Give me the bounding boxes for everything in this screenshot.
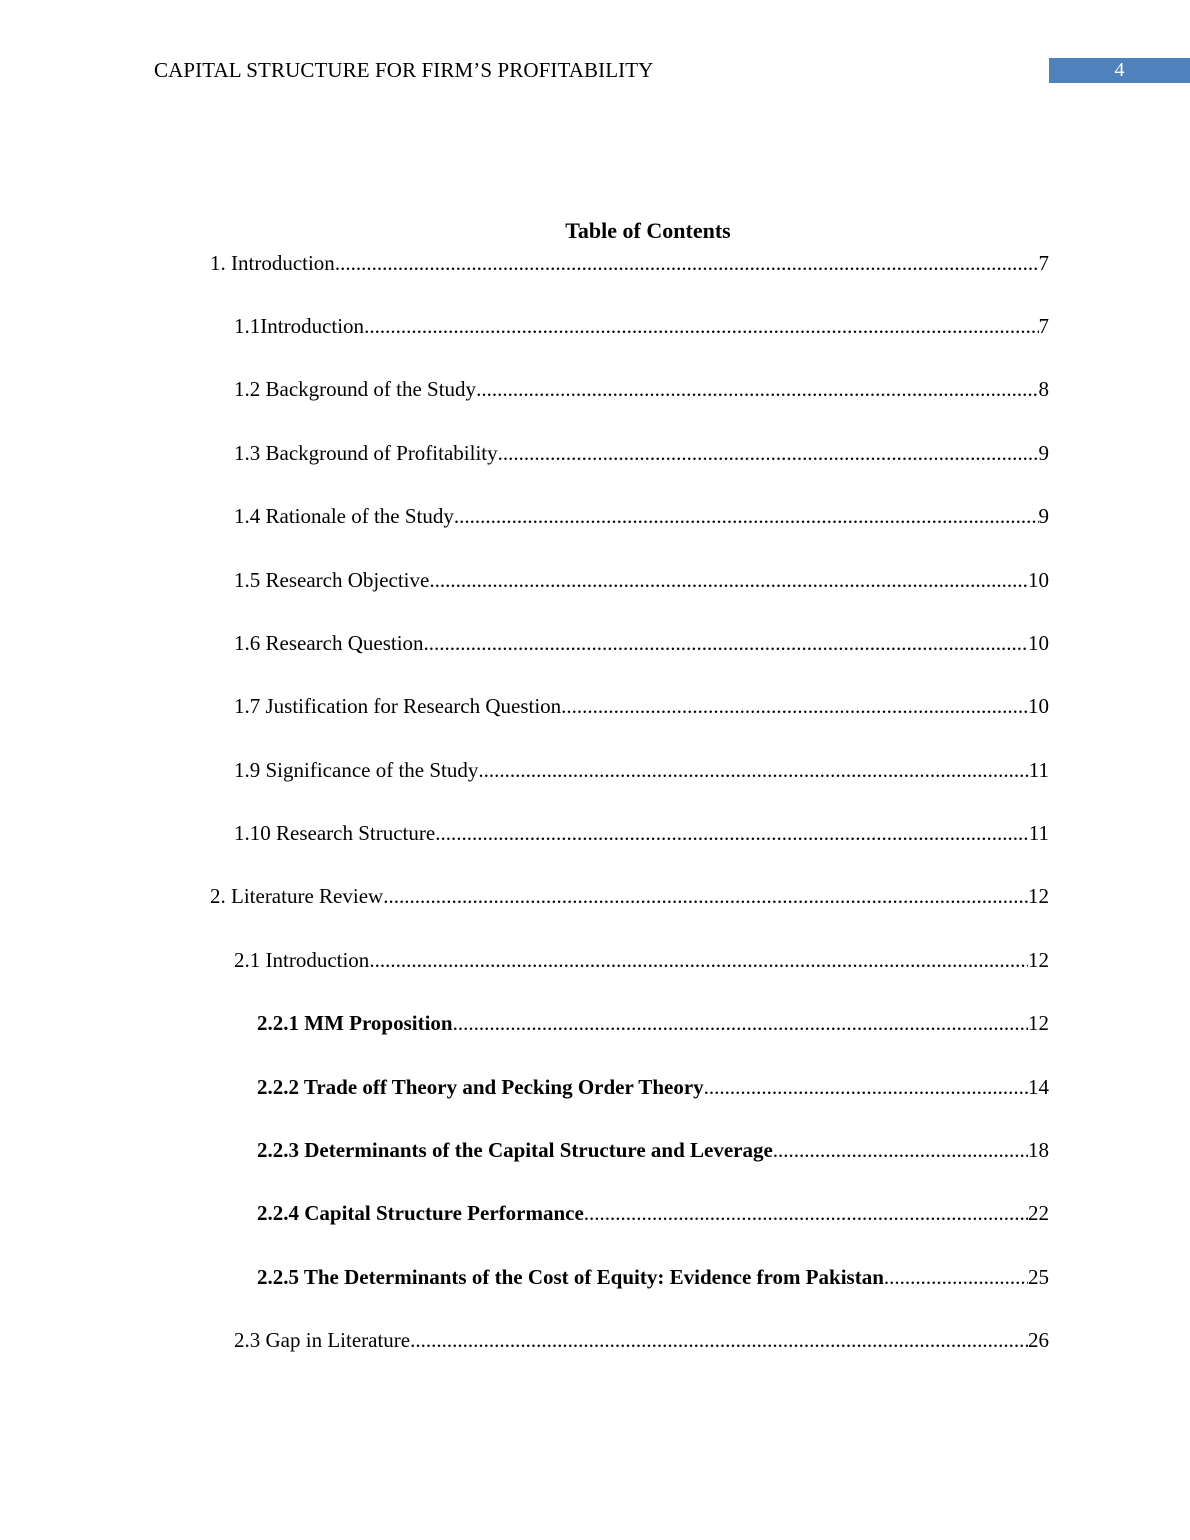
toc-entry-label: 1.5 Research Objective xyxy=(234,568,430,592)
toc-entry-label: 1.2 Background of the Study xyxy=(234,377,477,401)
toc-entry-page: 12 xyxy=(1028,1011,1049,1035)
toc-entry-label: 1.4 Rationale of the Study xyxy=(234,504,454,528)
toc-entry-label: 1.7 Justification for Research Question xyxy=(234,694,562,718)
toc-entry-significance[interactable] xyxy=(234,755,1049,785)
toc-leader-dots xyxy=(410,1325,1028,1355)
toc-entry-page: 26 xyxy=(1028,1328,1049,1352)
toc-entry-page: 22 xyxy=(1028,1201,1049,1225)
toc-entry-page: 12 xyxy=(1028,884,1049,908)
toc-entry-trade-off-theory[interactable] xyxy=(257,1072,1049,1102)
toc-heading: Table of Contents xyxy=(565,218,731,243)
toc-entry-label: 2.2.1 MM Proposition xyxy=(257,1011,453,1035)
toc-entry-page: 11 xyxy=(1028,758,1049,782)
toc-entry-label: 2.2.5 The Determinants of the Cost of Equity: Evidence from Pakistan xyxy=(257,1265,884,1289)
toc-leader-dots xyxy=(478,755,1028,785)
toc-entry-label: 1. Introduction xyxy=(210,251,335,275)
toc-entry-label: 2.2.4 Capital Structure Performance xyxy=(257,1201,584,1225)
toc-leader-dots xyxy=(584,1198,1028,1228)
toc-entry-page: 7 xyxy=(1038,314,1049,338)
running-header-title: CAPITAL STRUCTURE FOR FIRM’S PROFITABILITY xyxy=(154,58,654,82)
toc-entry-research-structure[interactable] xyxy=(234,818,1049,848)
toc-leader-dots xyxy=(561,691,1028,721)
toc-entry-background-profitability[interactable] xyxy=(234,438,1049,468)
toc-leader-dots xyxy=(429,565,1028,595)
toc-entry-determinants-capital-structure[interactable] xyxy=(257,1135,1049,1165)
page-number-badge: 4 xyxy=(1049,58,1190,83)
toc-entry-research-question[interactable] xyxy=(234,628,1049,658)
toc-entry-page: 9 xyxy=(1038,504,1049,528)
toc-entry-label: 1.3 Background of Profitability xyxy=(234,441,498,465)
toc-entry-page: 7 xyxy=(1038,251,1049,275)
toc-entry-page: 18 xyxy=(1028,1138,1049,1162)
toc-entry-page: 25 xyxy=(1028,1265,1049,1289)
toc-entry-label: 2.2.2 Trade off Theory and Pecking Order Theory xyxy=(257,1075,704,1099)
toc-entry-label: 2.1 Introduction xyxy=(234,948,370,972)
toc-entry-page: 9 xyxy=(1038,441,1049,465)
toc-leader-dots xyxy=(884,1262,1028,1292)
toc-leader-dots xyxy=(369,945,1028,975)
toc-entry-page: 8 xyxy=(1038,377,1049,401)
toc-leader-dots xyxy=(453,1008,1028,1038)
toc-entry-capital-structure-performance[interactable] xyxy=(257,1198,1049,1228)
toc-leader-dots xyxy=(364,311,1038,341)
toc-entry-research-objective[interactable] xyxy=(234,565,1049,595)
toc-entry-page: 10 xyxy=(1028,568,1049,592)
toc-entry-introduction[interactable] xyxy=(210,248,1049,278)
toc-entry-page: 11 xyxy=(1028,821,1049,845)
toc-leader-dots xyxy=(704,1072,1028,1102)
toc-leader-dots xyxy=(454,501,1039,531)
toc-leader-dots xyxy=(335,248,1039,278)
toc-leader-dots xyxy=(498,438,1039,468)
toc-entry-mm-proposition[interactable] xyxy=(257,1008,1049,1038)
toc-entry-page: 10 xyxy=(1028,694,1049,718)
toc-entry-label: 1.1Introduction xyxy=(234,314,365,338)
toc-entry-1-1-introduction[interactable] xyxy=(234,311,1049,341)
toc-leader-dots xyxy=(383,881,1028,911)
toc-entry-label: 2.2.3 Determinants of the Capital Structure and Leverage xyxy=(257,1138,773,1162)
toc-entry-background-study[interactable] xyxy=(234,374,1049,404)
toc-entry-page: 10 xyxy=(1028,631,1049,655)
toc-leader-dots xyxy=(424,628,1028,658)
toc-entry-2-1-introduction[interactable] xyxy=(234,945,1049,975)
toc-leader-dots xyxy=(773,1135,1028,1165)
toc-entry-gap-in-literature[interactable] xyxy=(234,1325,1049,1355)
toc-entry-page: 12 xyxy=(1028,948,1049,972)
toc-entry-literature-review[interactable] xyxy=(210,881,1049,911)
toc-entry-cost-of-equity-pakistan[interactable] xyxy=(257,1262,1049,1292)
toc-entry-page: 14 xyxy=(1028,1075,1049,1099)
toc-entry-rationale[interactable] xyxy=(234,501,1049,531)
toc-leader-dots xyxy=(476,374,1038,404)
toc-entry-label: 1.10 Research Structure xyxy=(234,821,436,845)
toc-leader-dots xyxy=(435,818,1029,848)
toc-entry-label: 2. Literature Review xyxy=(210,884,384,908)
toc-entry-label: 2.3 Gap in Literature xyxy=(234,1328,411,1352)
toc-entry-justification[interactable] xyxy=(234,691,1049,721)
toc-entry-label: 1.9 Significance of the Study xyxy=(234,758,479,782)
toc-entry-label: 1.6 Research Question xyxy=(234,631,424,655)
